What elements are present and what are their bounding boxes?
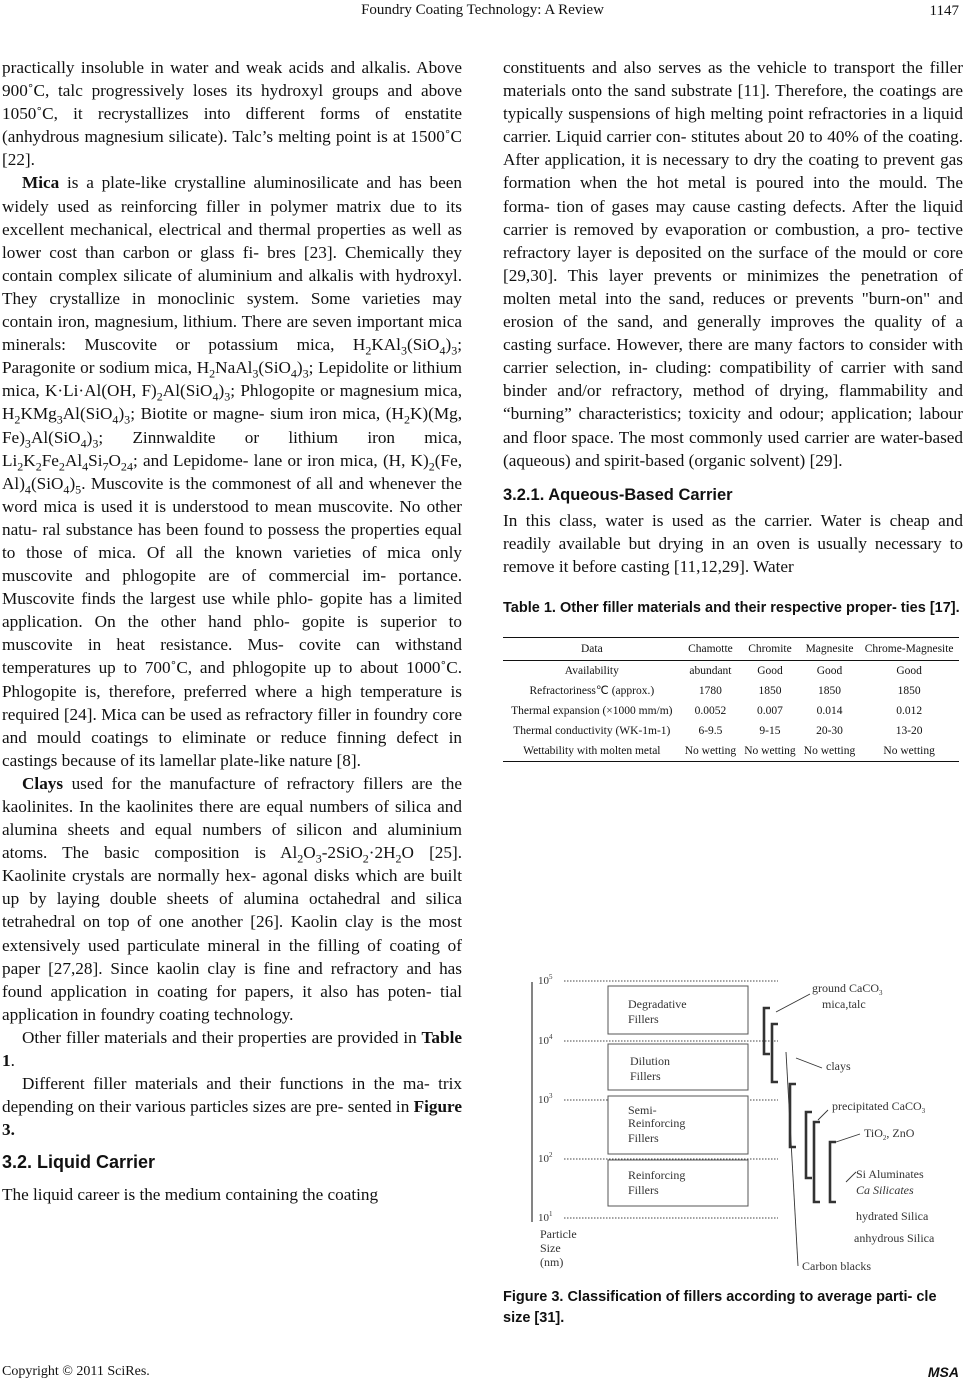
aqueous-paragraph: In this class, water is used as the carrier. Water is cheap and readily available but drying in an oven is usually necessary to remove it before casting [11,12,29]. Water [503,510,963,576]
table-row: Refractoriness℃ (approx.) 1780 1850 1850 1850 [529,685,921,698]
fillers-functions-paragraph: Different filler materials and their functions in the ma- trix depending on their various particles sizes are pre- sented in Figure 3. [2,1074,462,1140]
table-row: Thermal expansion (×1000 mm/m) 0.0052 0.007 0.014 0.012 [511,705,923,718]
table-header-cell: Chromite [748,643,792,656]
svg-text:Fillers: Fillers [628,1183,659,1197]
table-reference: Table 1 [2,1027,462,1071]
axis-tick-label: $10^2$ [538,1151,553,1165]
table-caption: Table 1. Other filler materials and their respective proper- ties [17]. [503,600,960,617]
axis-tick-label: $10^4$ [538,1033,553,1047]
table-header-cell: Data [580,643,603,656]
liquid-carrier-paragraph: The liquid career is the medium containing the coating [2,1184,379,1204]
figure-caption: Figure 3. Classification of fillers according to average parti- cle size [31]. [503,1289,937,1326]
section-heading: 3.2. Liquid Carrier [2,1152,156,1173]
page-number: 1147 [929,3,959,19]
subsection-heading: 3.2.1. Aqueous-Based Carrier [503,485,733,504]
axis-label-line: Particle [540,1227,577,1241]
footer-copyright: Copyright © 2011 SciRes. [2,1364,150,1379]
axis-label-line: (nm) [540,1255,564,1269]
svg-text:Reinforcing: Reinforcing [628,1116,686,1130]
running-header-title: Foundry Coating Technology: A Review [361,2,604,18]
figure-diagram [520,972,960,1282]
clays-term: Clays [22,773,64,793]
right-column [503,56,963,762]
svg-text:Dilution: Dilution [630,1054,671,1068]
talc-paragraph: practically insoluble in water and weak acids and alkalis. Above 900˚C, talc progressively loses its hydroxyl groups and above 1050˚C, it recrystallizes into different forms of enstatite (anhydrous magnesium silicate). Talc’s melting point is at 1500˚C [22]. [2,58,462,170]
svg-text:Degradative: Degradative [628,997,687,1011]
table-row: Thermal conductivity (WK-1m-1) 6-9.5 9-15 20-30 13-20 [513,725,923,738]
left-column [2,56,462,1206]
svg-text:Fillers: Fillers [628,1131,659,1145]
table-header-row [503,638,959,661]
table-header-cell: Chamotte [688,643,733,656]
axis-label-line: Size [540,1241,561,1255]
other-fillers-paragraph: Other filler materials and their properties are provided in Table 1. [2,1027,462,1071]
table-row: Availability abundant Good Good Good [564,665,922,678]
label-clays: clays [826,1059,851,1073]
carrier-paragraph: constituents and also serves as the vehicle to transport the filler materials onto the sand substrate [11]. Therefore, the coatings are typically suspensions of high melting point refractories in a liquid carrier. Liquid carrier con- stitutes about 20 to 40% of the coating. After application, it is necessary to dry the coating to prevent gas formation when the hot metal is poured into the mould. The forma- tion of gases may cause casting defects. After the liquid carrier is removed by evaporation or combustion, a pro- tective refractory layer is deposited on the surface of the mould or core [29,30]. This layer prevents or minimizes the penetration of molten metal into the sand, reduces or prevents "burn-on" and erosion of the sand, and generally improves the quality of a casting surface. However, there are many factors to consider with carrier selection, in- cluding: compatibility of carrier with sand binder and/or refractory, method of drying, flammability and “burning” characteristics; toxicity and odour; application; labour and floor space. The most commonly used carrier are water-based (aqueous) and spirit-based (organic solvent) [29]. [503,58,963,470]
filler-classification-figure [520,972,960,1282]
svg-text:Reinforcing: Reinforcing [628,1168,686,1182]
axis-tick-label: $10^3$ [538,1092,553,1106]
svg-text:Fillers: Fillers [630,1069,661,1083]
footer-journal: MSA [927,1364,959,1380]
mica-term: Mica [22,173,60,193]
label-tio2-zno: TiO$_2$, ZnO [864,1126,915,1142]
axis-tick-label: $10^5$ [538,973,553,987]
label-anhydrous-silica: anhydrous Silica [854,1231,935,1245]
box-degradative-fillers [608,986,748,1034]
label-mica-talc: mica,talc [822,997,866,1011]
svg-text:Semi-: Semi- [628,1103,657,1117]
table-header-cell: Chrome-Magnesite [864,643,954,656]
label-precipitated-caco3: precipitated CaCO$_3$ [832,1099,926,1115]
box-dilution-fillers [608,1044,748,1090]
label-ca-silicates: Ca Silicates [856,1183,914,1197]
box-reinforcing-fillers [608,1160,748,1206]
label-carbon-blacks: Carbon blacks [802,1259,871,1273]
table-row: Wettability with molten metal No wetting No wetting No wetting No wetting [503,741,959,762]
label-si-aluminates: Si Aluminates [856,1167,924,1181]
clays-paragraph: Clays used for the manufacture of refractory fillers are the kaolinites. In the kaolinites there are equal numbers of silica and alumina sheets and equal numbers of silicon and aluminium atoms. The basic composition is $Al_2O_3-2SiO_2\cdot 2H_2O$ [25]. Kaolinite crystals are normally hex- agonal disks which are built up by laying double sheets of alumina octahedral and silica tetrahedral on top of one another [26]. Kaolin clay is the most extensively used particulate mineral in the filling of coating of paper [27,28]. Since kaolin clay is fine and refractory and has found application in coating for papers, it also has poten- tial application in foundry coating technology. [2,773,462,1024]
box-semi-reinforcing-fillers [608,1096,748,1154]
svg-text:Fillers: Fillers [628,1012,659,1026]
figure-reference: Figure 3. [2,1097,462,1140]
label-ground-caco3: ground CaCO$_3$ [812,981,883,997]
mica-paragraph: Mica is a plate-like crystalline aluminosilicate and has been widely used as reinforcing filler in polymer matrix due to its excellent mechanical, electrical and thermal properties as well as lower cost than carbon or glass fi- bres [23]. Chemically they contain complex silicate of aluminium and alkalis with hydroxyl. They crystallize in monoclinic system. Some varieties may contain iron, magnesium, lithium. There are seven important mica minerals: Muscovite or potassium mica, $H_2KAl_3(SiO_4)_3$; Paragonite or sodium mica, $H_2NaAl_3(SiO_4)_3$; Lepidolite or lithium mica, K·Li·Al(OH, $F)_2Al(SiO_4)_3$; Phlogopite or magnesium mica, $H_2KMg_3Al(SiO_4)_3$; Biotite or magne- sium iron mica, $(H_2K)(Mg$, $Fe)_3Al(SiO_4)_3$; Zinnwaldite or lithium iron mica, $Li_2K_2Fe_2Al_4Si_7O_{24}$; and Lepidome- lane or iron mica, (H, $K)_2(Fe$, $Al)_4(SiO_4)_5$. Muscovite is the commonest of all and whenever the word mica is used it is understood to mean muscovite. No other natu- ral substance has been found to possess the properties equal to those of mica. Of all the known varieties of mica only muscovite and phlogopite are of commercial im- portance. Muscovite finds the largest use while phlo- gopite has a limited application. On the other hand phlo- gopite is superior to muscovite in heat resistance. Mus- covite can withstand temperatures up to 700˚C, and phlogopite up to about 1000˚C. Phlogopite is, therefore, preferred where a high temperature is required [24]. Mica can be used as refractory filler in foundry core and mould coatings to eliminate or reduce finning defect in castings because of its lamellar plate-like nature [8]. [2,173,463,770]
label-hydrated-silica: hydrated Silica [856,1209,929,1223]
filler-properties-table [503,637,959,762]
axis-tick-label: $10^1$ [538,1210,553,1224]
table-header-cell: Magnesite [805,643,854,656]
